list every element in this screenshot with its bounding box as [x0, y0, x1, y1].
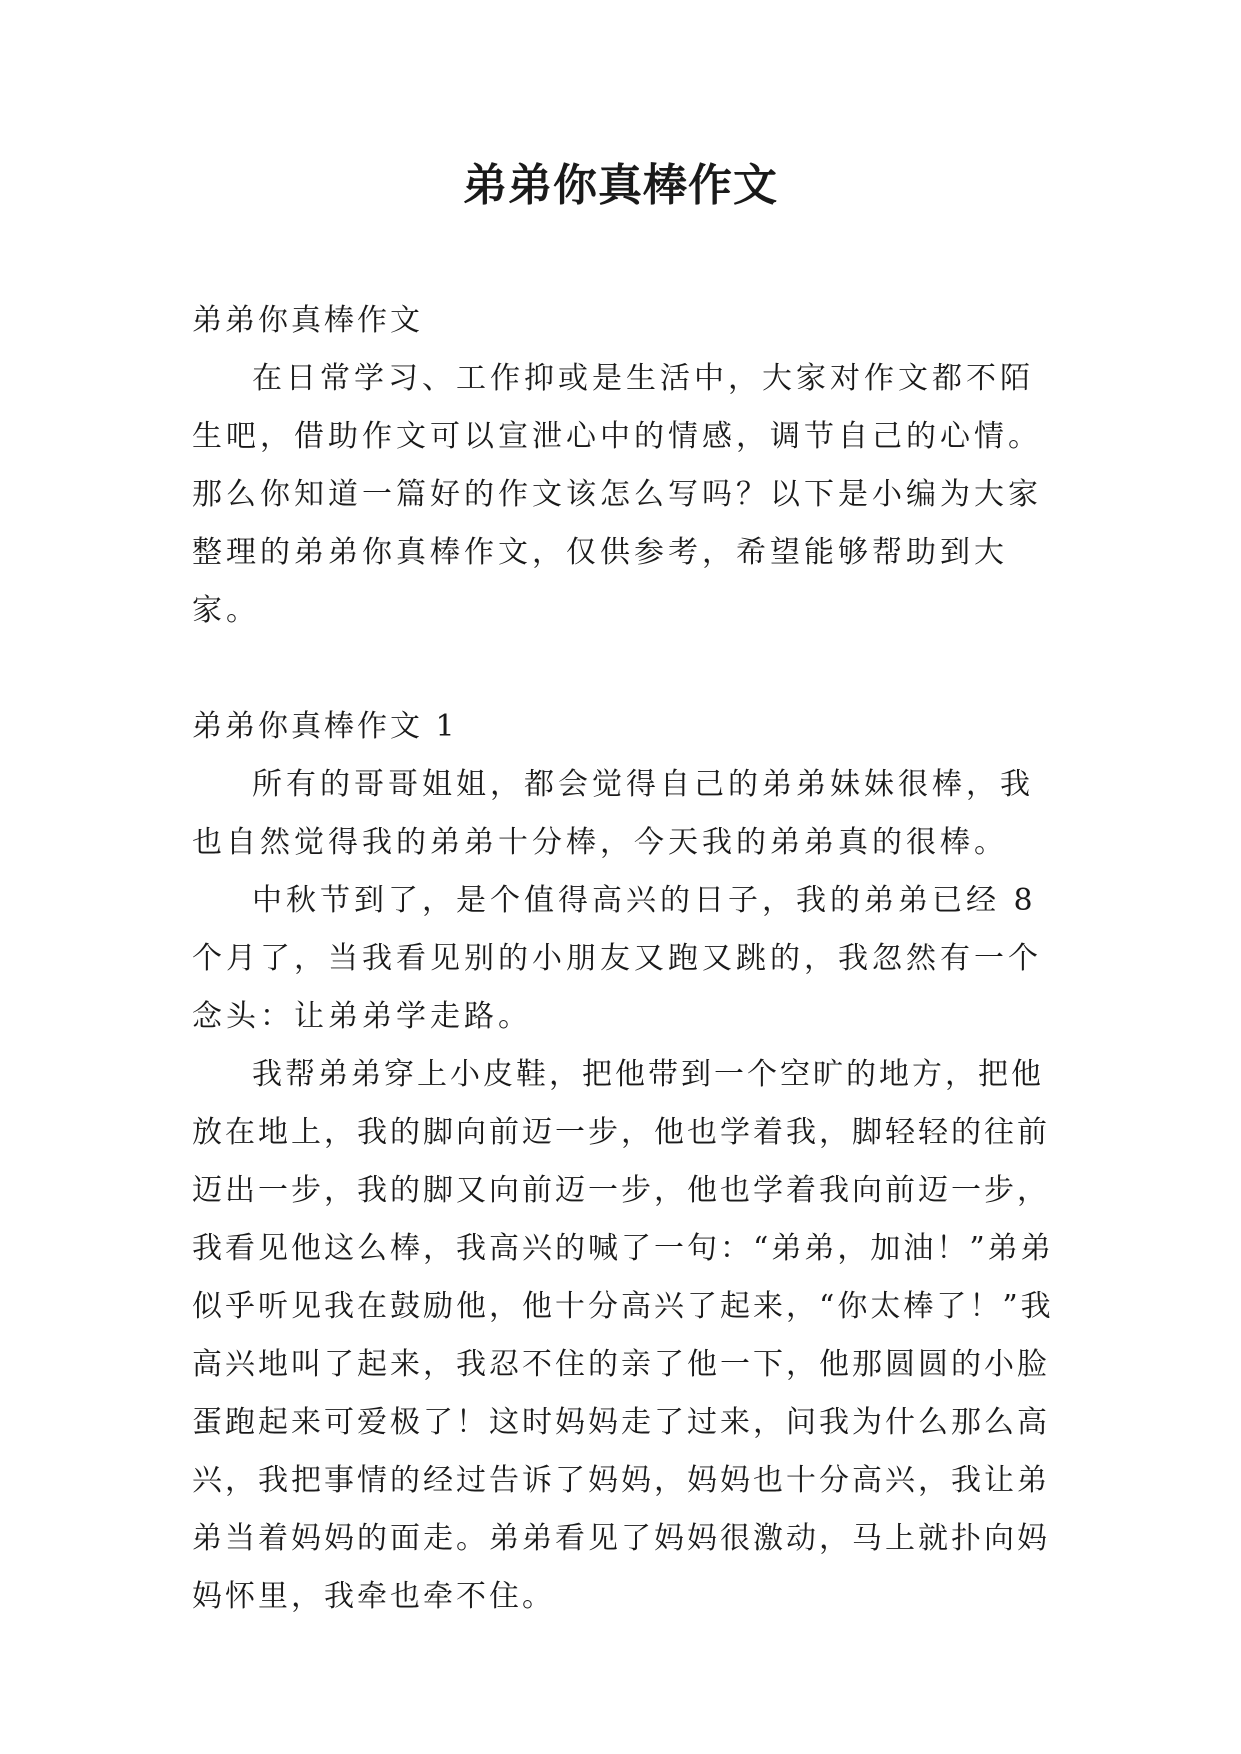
intro-paragraph: 在日常学习、工作抑或是生活中，大家对作文都不陌生吧，借助作文可以宣泄心中的情感，调节自己的心情。那么你知道一篇好的作文该怎么写吗？以下是小编为大家整理的弟弟你真棒作文，仅供参考，希望能够帮助到大家。: [192, 361, 1042, 628]
section-heading: 弟弟你真棒作文 1: [192, 709, 458, 744]
paragraph: 所有的哥哥姐姐，都会觉得自己的弟弟妹妹很棒，我也自然觉得我的弟弟十分棒，今天我的弟弟真的很棒。: [192, 767, 1034, 860]
paragraph: 我帮弟弟穿上小皮鞋，把他带到一个空旷的地方，把他放在地上，我的脚向前迈一步，他也学着我，脚轻轻的往前迈出一步，我的脚又向前迈一步，他也学着我向前迈一步，我看见他这么棒，我高兴的喊了一句：“弟弟，加油！”弟弟似乎听见我在鼓励他，他十分高兴了起来，“你太棒了！”我高兴地叫了起来，我忍不住的亲了他一下，他那圆圆的小脸蛋跑起来可爱极了！这时妈妈走了过来，问我为什么那么高兴，我把事情的经过告诉了妈妈，妈妈也十分高兴，我让弟弟当着妈妈的面走。弟弟看见了妈妈很激动，马上就扑向妈妈怀里，我牵也牵不住。: [192, 1057, 1054, 1614]
document-body: [192, 292, 1054, 1626]
document-title: 弟弟你真棒作文: [463, 160, 778, 211]
intro-heading: 弟弟你真棒作文: [192, 303, 423, 338]
paragraph: 中秋节到了，是个值得高兴的日子，我的弟弟已经 8 个月了，当我看见别的小朋友又跑又跳的，我忽然有一个念头：让弟弟学走路。: [192, 883, 1042, 1034]
